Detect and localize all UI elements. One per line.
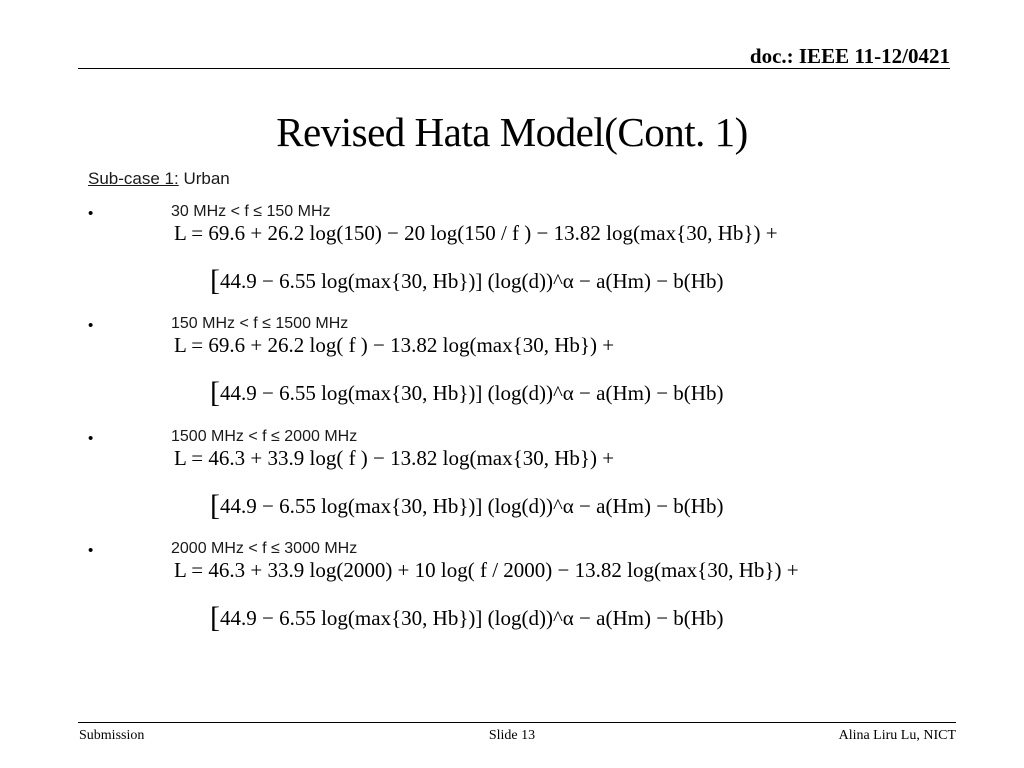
equation-line-1: L = 69.6 + 26.2 log(150) − 20 log(150 / f ) − 13.82 log(max{30, Hb}) + [174, 221, 778, 245]
footer-author: Alina Liru Lu, NICT [838, 728, 956, 743]
equation-line-2-text: 44.9 − 6.55 log(max{30, Hb})] (log(d))^α − a(Hm) − b(Hb) [220, 606, 724, 630]
subcase-value: Urban [178, 169, 230, 188]
formula-case-1 [86, 203, 926, 307]
equation-line-1: L = 46.3 + 33.9 log( f ) − 13.82 log(max{30, Hb}) + [174, 446, 615, 470]
bullet: • [88, 317, 94, 334]
formula-case-2 [86, 315, 926, 419]
bullet: • [88, 205, 94, 222]
frequency-range: 1500 MHz < f ≤ 2000 MHz [171, 428, 358, 445]
equation-line-1: L = 69.6 + 26.2 log( f ) − 13.82 log(max{30, Hb}) + [174, 333, 615, 357]
frequency-range: 2000 MHz < f ≤ 3000 MHz [171, 540, 358, 557]
equation-line-2-text: 44.9 − 6.55 log(max{30, Hb})] (log(d))^α − a(Hm) − b(Hb) [220, 269, 724, 293]
open-bracket: [ [210, 376, 220, 409]
frequency-range: 30 MHz < f ≤ 150 MHz [171, 203, 331, 220]
open-bracket: [ [210, 601, 220, 634]
open-bracket: [ [210, 489, 220, 522]
equation-line-1: L = 46.3 + 33.9 log(2000) + 10 log( f / 2000) − 13.82 log(max{30, Hb}) + [174, 558, 799, 582]
equation-line-2 [210, 601, 724, 634]
footer-slide-number: Slide 13 [488, 728, 536, 743]
footer-submission: Submission [79, 728, 145, 743]
frequency-range: 150 MHz < f ≤ 1500 MHz [171, 315, 349, 332]
subcase-line [88, 169, 230, 189]
equation-line-2-text: 44.9 − 6.55 log(max{30, Hb})] (log(d))^α − a(Hm) − b(Hb) [220, 494, 724, 518]
footer-divider [78, 722, 956, 723]
slide-title: Revised Hata Model(Cont. 1) [276, 109, 748, 155]
bullet: • [88, 542, 94, 559]
formula-case-3 [86, 428, 926, 532]
doc-id: doc.: IEEE 11-12/0421 [749, 44, 950, 68]
equation-line-2 [210, 489, 724, 522]
equation-line-2 [210, 264, 724, 297]
formula-case-4 [86, 540, 926, 644]
equation-line-2 [210, 376, 724, 409]
equation-line-2-text: 44.9 − 6.55 log(max{30, Hb})] (log(d))^α − a(Hm) − b(Hb) [220, 381, 724, 405]
open-bracket: [ [210, 264, 220, 297]
subcase-label: Sub-case 1: [88, 169, 179, 188]
header-divider [78, 68, 950, 69]
bullet: • [88, 430, 94, 447]
